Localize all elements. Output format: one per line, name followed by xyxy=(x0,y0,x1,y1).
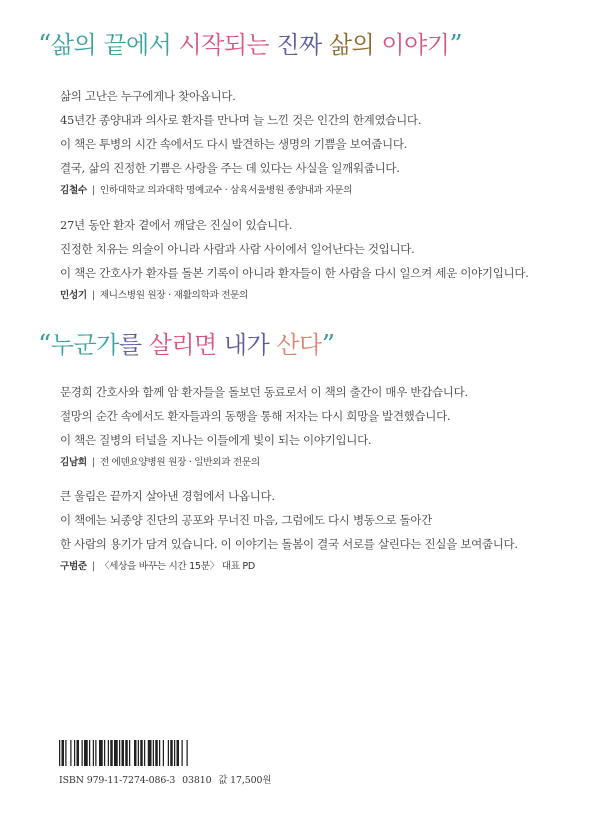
barcode-bar xyxy=(163,740,164,766)
barcode-bar xyxy=(65,740,66,766)
heading-segment: 이야기 xyxy=(381,31,450,59)
isbn-number: ISBN 979-11-7274-086-3 xyxy=(59,775,176,786)
heading-segment: 누군가 xyxy=(50,331,119,359)
heading-segment: 진짜 xyxy=(276,31,329,59)
barcode-bar xyxy=(144,740,145,766)
barcode-bar xyxy=(119,740,120,766)
quote-line: 이 책은 투병의 시간 속에서도 다시 발견하는 생명의 기쁨을 보여줍니다. xyxy=(60,137,408,151)
barcode-bar xyxy=(134,740,137,766)
endorser-title: 제니스병원 원장 · 재활의학과 전문의 xyxy=(99,290,249,301)
quote-block-2 xyxy=(60,213,580,305)
quote-line: 한 사람의 용기가 담겨 있습니다. 이 이야기는 돌봄이 결국 서로를 살린다는 진실을 보여줍니다. xyxy=(60,537,518,551)
endorser-name: 김남희 xyxy=(60,457,87,468)
quote-line: 삶의 고난은 누구에게나 찾아옵니다. xyxy=(60,89,236,103)
quote-line: 이 책에는 뇌종양 진단의 공포와 무너진 마음, 그럼에도 다시 병동으로 돌아간 xyxy=(60,513,432,527)
endorser-title: 〈세상을 바꾸는 시간 15분〉 대표 PD xyxy=(99,561,256,572)
heading-segment: 시작되는 xyxy=(178,31,277,59)
separator: | xyxy=(91,457,95,468)
heading-segment: 내가 xyxy=(223,331,277,359)
barcode-bar xyxy=(177,740,180,766)
heading-segment: 를 xyxy=(118,331,149,359)
barcode-bar xyxy=(148,740,152,766)
barcode-bar xyxy=(140,740,143,766)
barcode-bar xyxy=(84,740,88,766)
barcode-bar xyxy=(82,740,83,766)
barcode-bar xyxy=(114,740,118,766)
isbn-code: 03810 xyxy=(182,775,212,786)
heading-segment: “ xyxy=(38,330,51,360)
endorser-name: 김철수 xyxy=(60,185,87,196)
barcode-bar xyxy=(182,740,183,766)
barcode-bar xyxy=(138,740,139,766)
heading-segment: ” xyxy=(321,330,335,360)
section1-heading xyxy=(38,30,462,60)
heading-segment: 삶의 xyxy=(328,31,382,59)
barcode-bar xyxy=(93,740,94,766)
quote-line: 이 책은 질병의 터널을 지나는 이들에게 빛이 되는 이야기입니다. xyxy=(60,433,372,447)
barcode-bar xyxy=(125,740,128,766)
barcode-bar xyxy=(168,740,169,766)
separator: | xyxy=(91,290,95,301)
barcode-bar xyxy=(170,740,173,766)
endorser xyxy=(60,454,580,472)
barcode-bar xyxy=(155,740,158,766)
heading-segment: ” xyxy=(449,30,463,60)
heading-segment: “ xyxy=(38,30,51,60)
quote-line: 문경희 간호사와 함께 암 환자들을 돌보던 동료로서 이 책의 출간이 매우 반갑습니다. xyxy=(60,385,468,399)
barcode-bar xyxy=(99,740,103,766)
barcode-bar xyxy=(159,740,160,766)
quote-line: 절망의 순간 속에서도 환자들과의 동행을 통해 저자는 다시 희망을 발견했습니다. xyxy=(60,409,451,423)
quote-line: 큰 울림은 끝까지 살아낸 경험에서 나옵니다. xyxy=(60,489,275,503)
separator: | xyxy=(91,185,95,196)
section2-heading xyxy=(38,330,335,360)
endorser xyxy=(60,287,580,305)
endorser-name: 민성기 xyxy=(60,290,87,301)
heading-segment: 살리면 xyxy=(148,331,224,359)
barcode-image xyxy=(59,740,234,766)
quote-block-1 xyxy=(60,84,580,200)
quote-line: 27년 동안 환자 곁에서 깨달은 진실이 있습니다. xyxy=(60,218,293,232)
separator: | xyxy=(91,561,95,572)
barcode-bar xyxy=(70,740,71,766)
barcode-bar xyxy=(89,740,90,766)
endorser xyxy=(60,182,580,200)
quote-line: 이 책은 간호사가 환자를 돌본 기록이 아니라 환자들이 한 사람을 다시 일으켜 세운 이야기입니다. xyxy=(60,266,529,280)
barcode-bar xyxy=(104,740,105,766)
barcode-bar xyxy=(122,740,125,766)
heading-segment: 삶의 끝에서 xyxy=(50,31,179,59)
heading-segment: 산다 xyxy=(276,331,322,359)
barcode-bar xyxy=(62,740,65,766)
endorser xyxy=(60,558,580,576)
quote-block-4 xyxy=(60,484,580,576)
barcode-bar xyxy=(187,740,188,766)
endorser-title: 인하대학교 의과대학 명예교수 · 삼육서울병원 종양내과 자문의 xyxy=(99,185,353,196)
quote-line: 45년간 종양내과 의사로 환자를 만나며 늘 느낀 것은 인간의 한계였습니다. xyxy=(60,113,422,127)
isbn-line xyxy=(59,772,275,786)
barcode-bar xyxy=(174,740,175,766)
endorser-title: 전 에덴요양병원 원장 · 일반외과 전문의 xyxy=(99,457,260,468)
barcode-bar xyxy=(153,740,154,766)
barcode-bar xyxy=(74,740,75,766)
barcode-bar xyxy=(108,740,109,766)
price: 값 17,500원 xyxy=(218,775,272,786)
barcode-bar xyxy=(59,740,60,766)
barcode-bar xyxy=(95,740,96,766)
barcode-bar xyxy=(129,740,130,766)
barcode-bar xyxy=(77,740,80,766)
barcode-bar xyxy=(110,740,113,766)
quote-line: 진정한 치유는 의술이 아니라 사람과 사람 사이에서 일어난다는 것입니다. xyxy=(60,242,415,256)
quote-line: 결국, 삶의 진정한 기쁨은 사랑을 주는 데 있다는 사실을 일깨워줍니다. xyxy=(60,161,400,175)
quote-block-3 xyxy=(60,380,580,472)
endorser-name: 구범준 xyxy=(60,561,87,572)
